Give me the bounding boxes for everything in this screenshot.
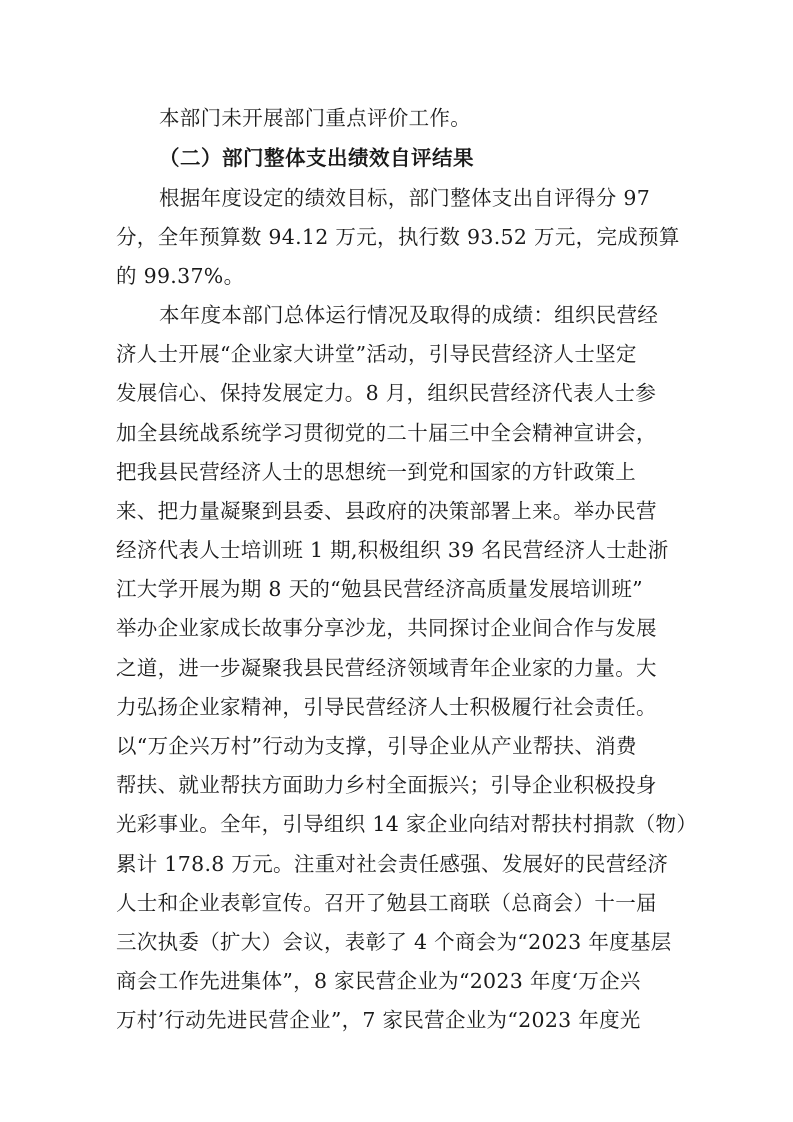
paragraph-line: 的 99.37%。 bbox=[116, 264, 245, 288]
paragraph-line: 光彩事业。全年，引导组织 14 家企业向结对帮扶村捐款（物） bbox=[116, 812, 698, 836]
paragraph-line: 本部门未开展部门重点评价工作。 bbox=[159, 106, 471, 130]
paragraph-line: 力弘扬企业家精神，引导民营经济人士积极履行社会责任。 bbox=[116, 695, 657, 719]
paragraph-line: 加全县统战系统学习贯彻党的二十届三中全会精神宣讲会， bbox=[116, 421, 657, 445]
paragraph-line: 把我县民营经济人士的思想统一到党和国家的方针政策上 bbox=[116, 460, 636, 484]
paragraph-line: 济人士开展“企业家大讲堂”活动，引导民营经济人士坚定 bbox=[116, 342, 637, 366]
paragraph-line: 万村’行动先进民营企业”，7 家民营企业为“2023 年度光 bbox=[116, 1008, 641, 1032]
paragraph-line: 人士和企业表彰宣传。召开了勉县工商联（总商会）十一届 bbox=[116, 891, 657, 915]
paragraph-line: 发展信心、保持发展定力。8 月，组织民营经济代表人士参 bbox=[116, 381, 657, 405]
paragraph-line: 举办企业家成长故事分享沙龙，共同探讨企业间合作与发展 bbox=[116, 616, 657, 640]
paragraph-line: 江大学开展为期 8 天的“勉县民营经济高质量发展培训班” bbox=[116, 577, 643, 601]
paragraph-line: 累计 178.8 万元。注重对社会责任感强、发展好的民营经济 bbox=[116, 852, 669, 876]
paragraph-line: 帮扶、就业帮扶方面助力乡村全面振兴；引导企业积极投身 bbox=[116, 773, 657, 797]
paragraph-line: 根据年度设定的绩效目标，部门整体支出自评得分 97 bbox=[159, 186, 651, 210]
paragraph-line: 分，全年预算数 94.12 万元，执行数 93.52 万元，完成预算 bbox=[116, 225, 680, 249]
paragraph-line: 三次执委（扩大）会议，表彰了 4 个商会为“2023 年度基层 bbox=[116, 930, 672, 954]
section-heading: （二）部门整体支出绩效自评结果 bbox=[159, 146, 474, 170]
paragraph-line: 本年度本部门总体运行情况及取得的成绩：组织民营经 bbox=[159, 303, 659, 327]
paragraph-line: 以“万企兴万村”行动为支撑，引导企业从产业帮扶、消费 bbox=[116, 734, 637, 758]
paragraph-line: 来、把力量凝聚到县委、县政府的决策部署上来。举办民营 bbox=[116, 499, 657, 523]
paragraph-line: 经济代表人士培训班 1 期,积极组织 39 名民营经济人士赴浙 bbox=[116, 538, 669, 562]
paragraph-line: 商会工作先进集体”，8 家民营企业为“2023 年度‘万企兴 bbox=[116, 969, 641, 993]
paragraph-line: 之道，进一步凝聚我县民营经济领域青年企业家的力量。大 bbox=[116, 656, 657, 680]
